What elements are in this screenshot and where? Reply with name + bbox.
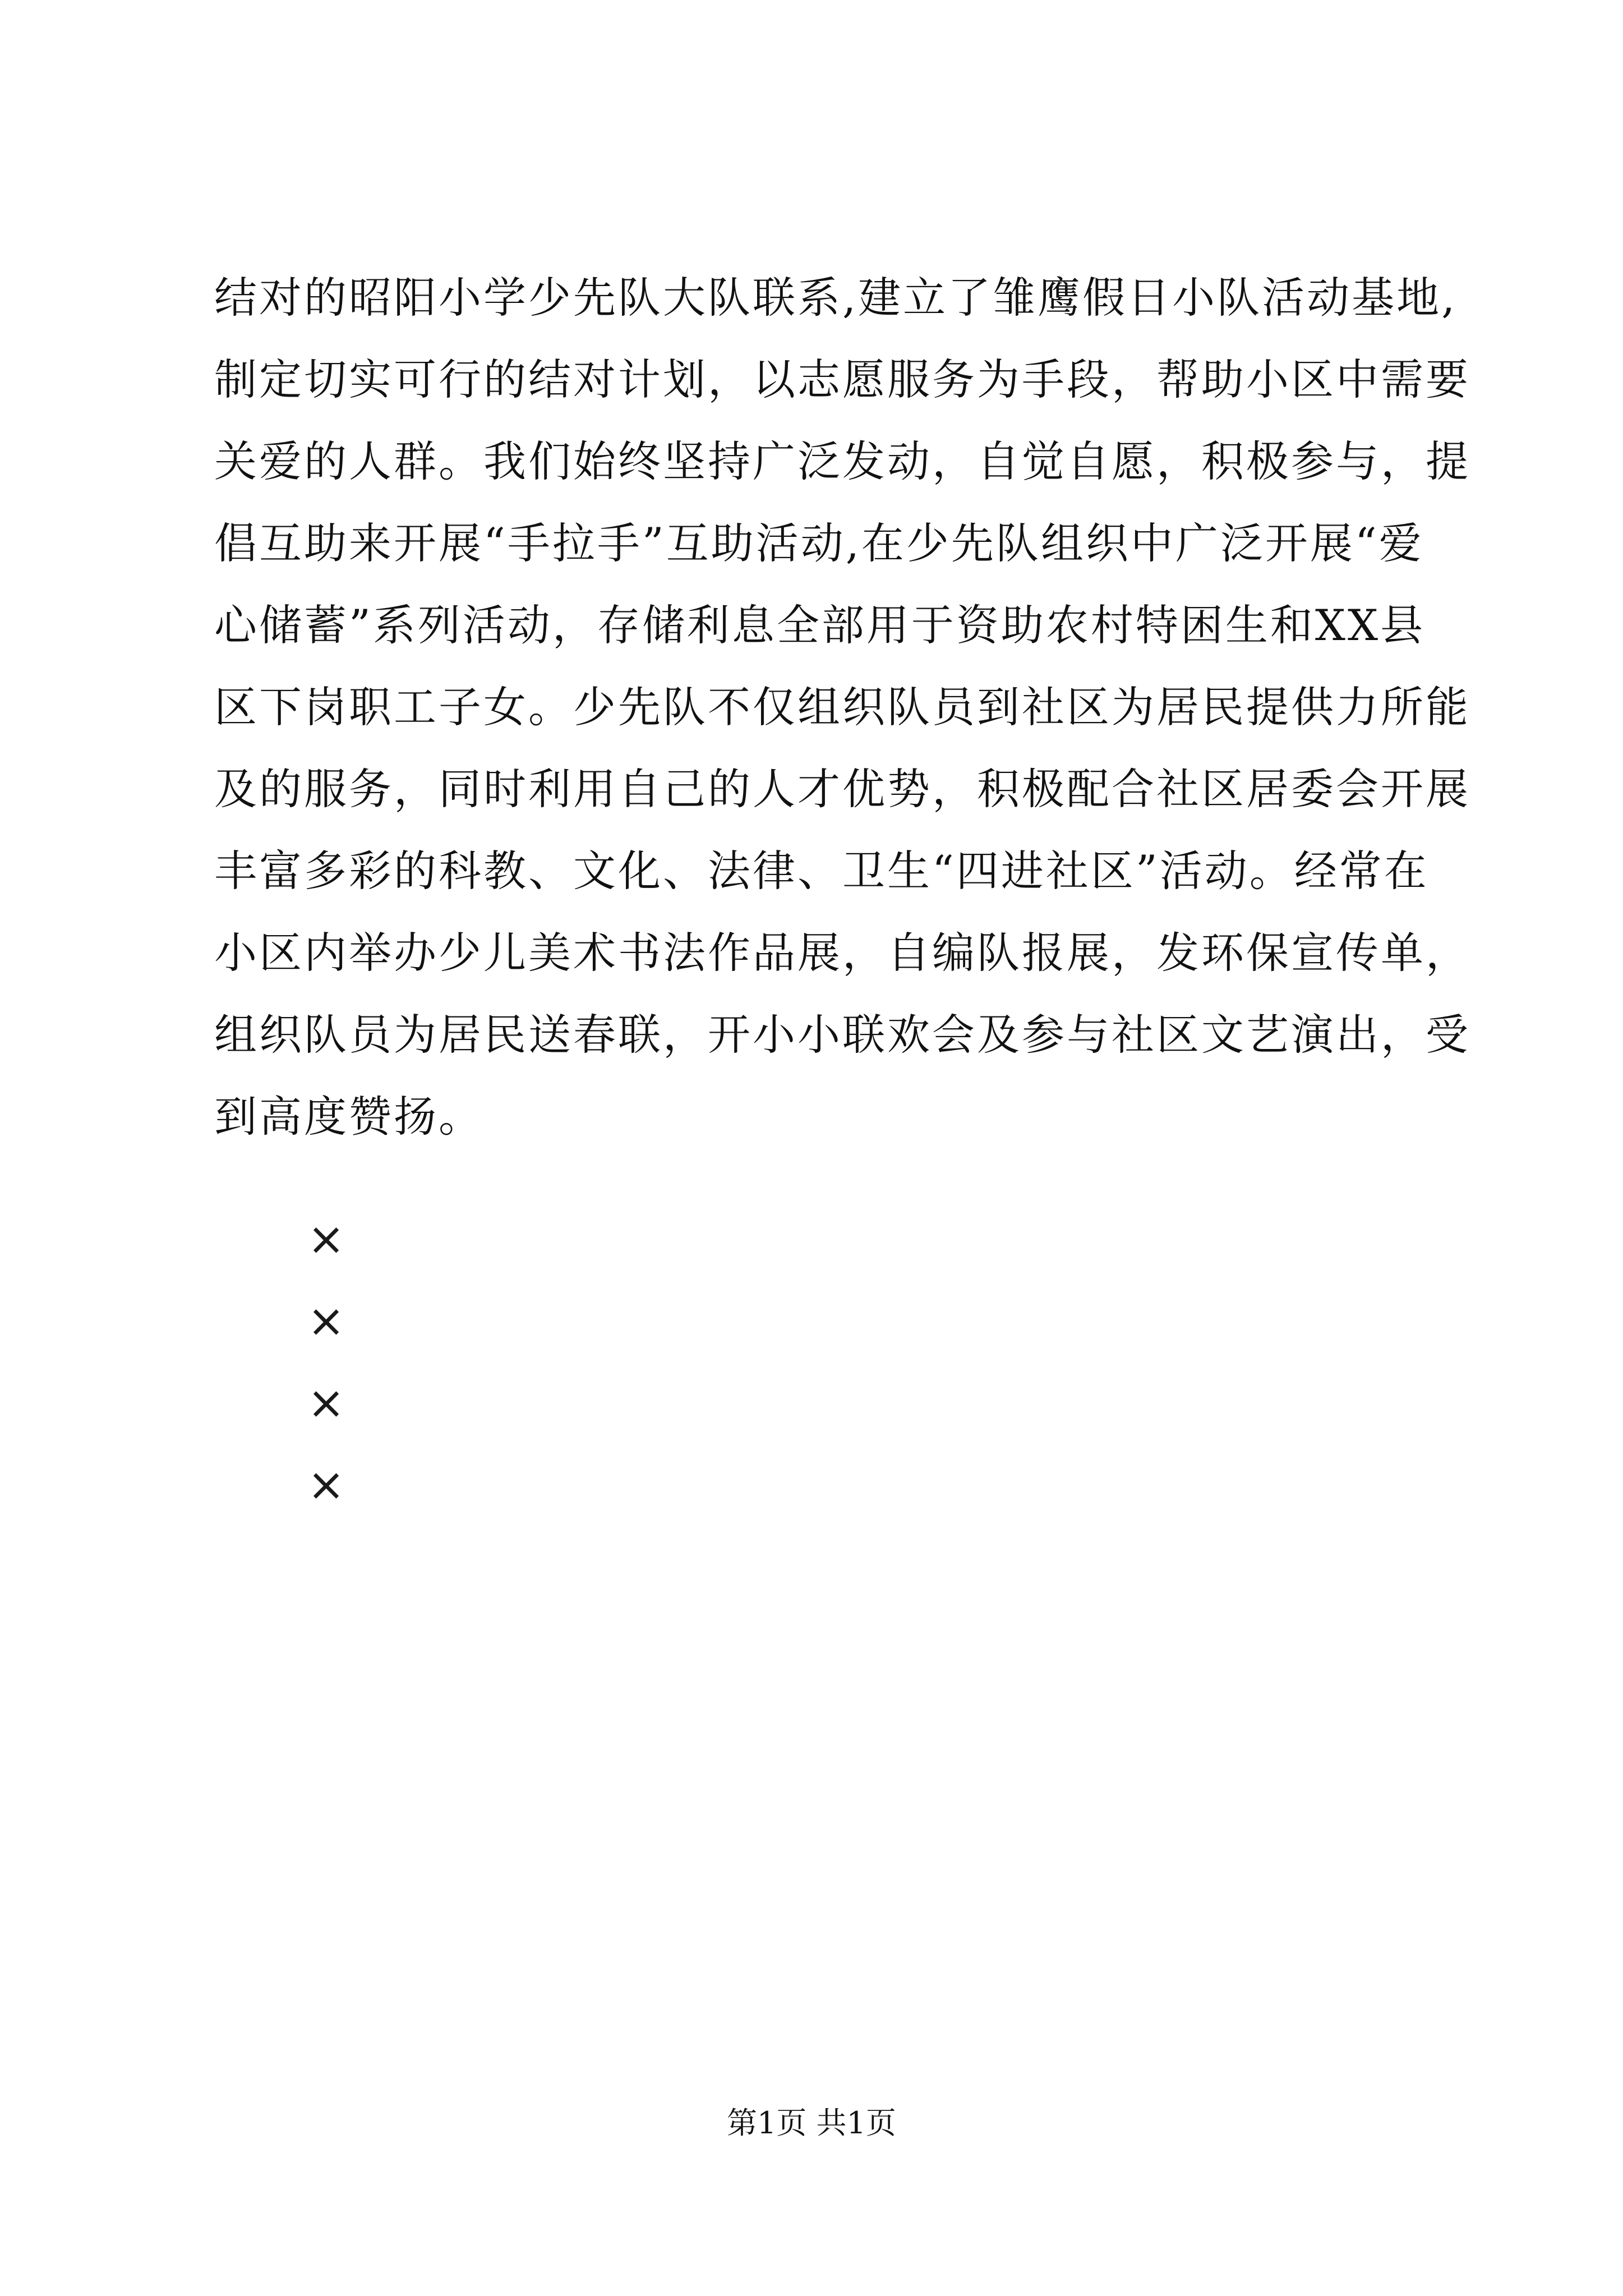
cross-mark: × (307, 1295, 345, 1347)
text-line: 区下岗职工子女。少先队不仅组织队员到社区为居民提供力所能 (214, 682, 1470, 732)
text-line: 到高度赞扬。 (214, 1092, 483, 1142)
text-line: 组织队员为居民送春联，开小小联欢会及参与社区文艺演出，受 (214, 1010, 1470, 1060)
text-line: 关爱的人群。我们始终坚持广泛发动，自觉自愿，积极参与，提 (214, 436, 1470, 486)
cross-mark: × (307, 1458, 345, 1511)
text-line: 结对的昭阳小学少先队大队联系,建立了雏鹰假日小队活动基地, (214, 273, 1458, 323)
cross-mark: × (307, 1213, 345, 1265)
text-line: 丰富多彩的科教、文化、法律、卫生“四进社区”活动。经常在 (214, 846, 1429, 896)
text-line: 倡互助来开展“手拉手”互助活动,在少先队组织中广泛开展“爱 (214, 518, 1424, 568)
text-line: 心储蓄”系列活动，存储利息全部用于资助农村特困生和XX县 (214, 600, 1426, 650)
text-line: 小区内举办少儿美术书法作品展，自编队报展，发环保宣传单， (214, 928, 1470, 978)
body-paragraph (214, 257, 1470, 1158)
text-line: 制定切实可行的结对计划，以志愿服务为手段，帮助小区中需要 (214, 355, 1470, 404)
page-number: 第1页 共1页 (727, 2105, 896, 2141)
page-footer (0, 2101, 1623, 2146)
text-line: 及的服务，同时利用自己的人才优势，积极配合社区居委会开展 (214, 764, 1470, 814)
cross-mark: × (307, 1377, 345, 1429)
separator-marks (307, 1198, 375, 1526)
